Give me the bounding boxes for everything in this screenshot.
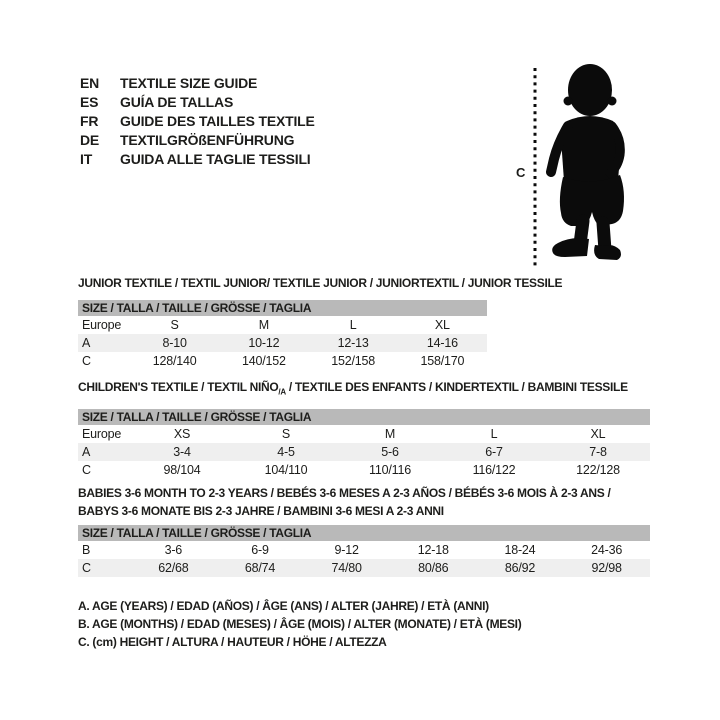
title-text: CHILDREN'S TEXTILE / TEXTIL NIÑO <box>78 380 279 394</box>
table-cell: XL <box>434 318 450 332</box>
table-cell: 62/68 <box>158 561 189 575</box>
babies-size-table <box>78 541 650 577</box>
table-cell: 12-13 <box>337 336 369 350</box>
size-header-band: SIZE / TALLA / TAILLE / GRÖSSE / TAGLIA <box>78 525 650 541</box>
table-cell: 68/74 <box>244 561 276 575</box>
language-code: IT <box>80 150 93 167</box>
table-cell: 24-36 <box>591 543 623 557</box>
language-label: GUÍA DE TALLAS <box>120 93 234 110</box>
table-row <box>78 559 650 577</box>
title-text: / TEXTILE DES ENFANTS / KINDERTEXTIL / BAMBINI TESSILE <box>285 380 628 394</box>
table-cell: 86/92 <box>504 561 536 575</box>
table-cell: C <box>82 463 91 478</box>
table-cell: 6-9 <box>251 543 269 557</box>
table-cell: 8-10 <box>162 336 187 350</box>
title-subscript: /A <box>278 387 286 397</box>
list-item <box>80 149 315 168</box>
list-item <box>80 73 315 92</box>
height-label-c: C <box>516 165 526 180</box>
table-cell: 158/170 <box>420 354 465 368</box>
section-title <box>78 380 650 399</box>
table-cell: S <box>170 318 179 332</box>
table-cell: 3-6 <box>164 543 183 557</box>
table-cell: 9-12 <box>334 543 359 557</box>
table-cell: B <box>82 543 91 557</box>
table-cell: 104/110 <box>264 463 308 478</box>
language-label: GUIDA ALLE TAGLIE TESSILI <box>120 150 311 167</box>
table-cell: 5-6 <box>381 445 399 460</box>
table-cell: M <box>384 427 396 442</box>
language-code: DE <box>80 131 100 148</box>
table-cell: XL <box>590 427 606 442</box>
table-row <box>78 461 650 479</box>
table-cell: A <box>82 336 91 350</box>
table-cell: 128/140 <box>152 354 197 368</box>
table-row <box>78 425 650 443</box>
list-item <box>80 111 315 130</box>
list-item <box>80 130 315 149</box>
language-title-list <box>80 73 315 168</box>
title-line: BABIES 3-6 MONTH TO 2-3 YEARS / BEBÉS 3-6 MESES A 2-3 AÑOS / BÉBÉS 3-6 MOIS À 2-3 ANS / <box>78 486 611 500</box>
table-row <box>78 334 487 352</box>
table-cell: 110/116 <box>369 463 411 478</box>
table-row <box>78 541 650 559</box>
table-cell: L <box>349 318 357 332</box>
table-cell: L <box>490 427 498 442</box>
table-cell: 80/86 <box>418 561 449 575</box>
table-cell: 74/80 <box>331 561 362 575</box>
toddler-silhouette-icon <box>551 64 624 260</box>
footnote-b: B. AGE (MONTHS) / EDAD (MESES) / ÂGE (MOIS) / ALTER (MONATE) / ETÀ (MESI) <box>78 617 522 631</box>
junior-section <box>78 276 563 370</box>
table-row <box>78 352 487 370</box>
table-cell: 18-24 <box>504 543 536 557</box>
table-cell: 92/98 <box>591 561 622 575</box>
table-cell: Europe <box>82 318 122 332</box>
footnote-legend <box>78 597 521 651</box>
language-code: EN <box>80 74 100 91</box>
children-size-table <box>78 425 650 479</box>
junior-size-table <box>78 316 487 370</box>
babies-section <box>78 484 650 577</box>
language-code: FR <box>80 112 99 129</box>
section-title <box>78 484 650 520</box>
table-cell: 6-7 <box>485 445 503 460</box>
language-label: TEXTILGRÖßENFÜHRUNG <box>120 131 295 148</box>
table-cell: 10-12 <box>248 336 280 350</box>
size-header-band: SIZE / TALLA / TAILLE / GRÖSSE / TAGLIA <box>78 300 487 316</box>
table-cell: M <box>258 318 269 332</box>
table-cell: 3-4 <box>173 445 191 460</box>
section-title: JUNIOR TEXTILE / TEXTIL JUNIOR/ TEXTILE JUNIOR / JUNIORTEXTIL / JUNIOR TESSILE <box>78 276 563 290</box>
table-cell: 12-18 <box>417 543 449 557</box>
table-row <box>78 443 650 461</box>
table-cell: 122/128 <box>576 463 620 478</box>
height-figure <box>505 56 640 274</box>
size-header-band: SIZE / TALLA / TAILLE / GRÖSSE / TAGLIA <box>78 409 650 425</box>
table-cell: 152/158 <box>331 354 376 368</box>
title-line: BABYS 3-6 MONATE BIS 2-3 JAHRE / BAMBINI 3-6 MESI A 2-3 ANNI <box>78 504 444 518</box>
table-cell: 98/104 <box>163 463 201 478</box>
table-cell: 116/122 <box>472 463 516 478</box>
table-cell: A <box>82 445 91 460</box>
table-row <box>78 316 487 334</box>
table-cell: S <box>281 427 291 442</box>
footnote-c: C. (cm) HEIGHT / ALTURA / HAUTEUR / HÖHE / ALTEZZA <box>78 635 387 649</box>
language-label: TEXTILE SIZE GUIDE <box>120 74 258 91</box>
table-cell: 4-5 <box>277 445 295 460</box>
language-code: ES <box>80 93 99 110</box>
table-cell: 140/152 <box>241 354 286 368</box>
table-cell: C <box>82 561 91 575</box>
list-item <box>80 92 315 111</box>
language-label: GUIDE DES TAILLES TEXTILE <box>120 112 315 129</box>
children-section <box>78 380 650 479</box>
table-cell: Europe <box>82 427 122 442</box>
table-cell: C <box>82 354 91 368</box>
footnote-a: A. AGE (YEARS) / EDAD (AÑOS) / ÂGE (ANS) / ALTER (JAHRE) / ETÀ (ANNI) <box>78 599 489 613</box>
table-cell: 7-8 <box>589 445 607 460</box>
table-cell: XS <box>173 427 191 442</box>
table-cell: 14-16 <box>426 336 458 350</box>
